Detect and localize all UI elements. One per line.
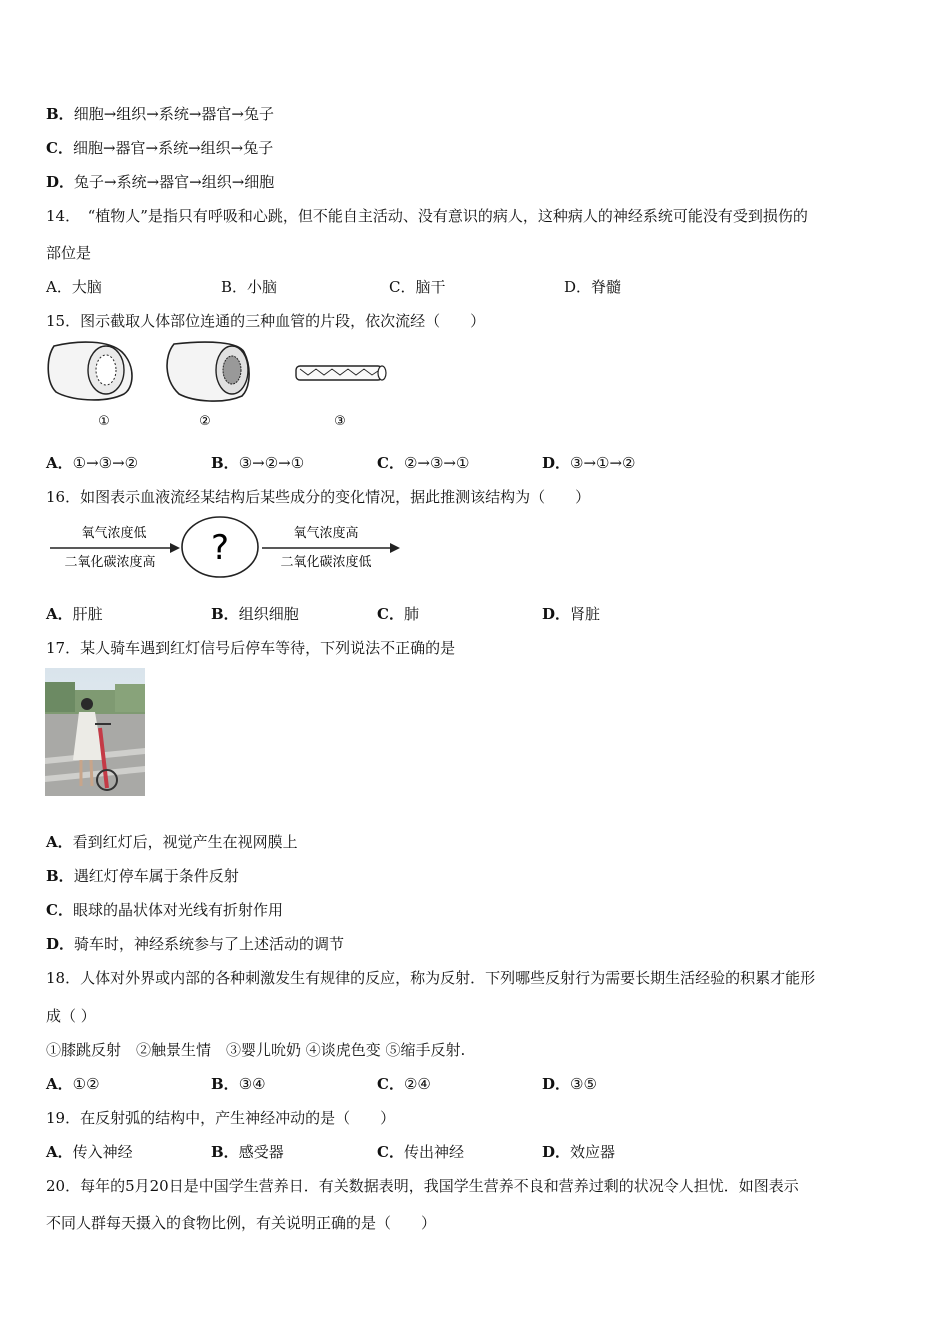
q14-options bbox=[46, 276, 906, 296]
q14-option-b: B．小脑 bbox=[221, 278, 278, 296]
input-co2-label: 二氧化碳浓度高 bbox=[64, 555, 156, 570]
q20-stem-line1: 20．每年的5月20日是中国学生营养日．有关数据表明，我国学生营养不良和营养过剩的状况令人担忧．如图表示 bbox=[46, 1177, 799, 1195]
q16-options bbox=[46, 603, 906, 623]
input-arrowhead bbox=[170, 543, 180, 553]
vessel-label-2: ② bbox=[199, 414, 211, 429]
q15-options bbox=[46, 452, 906, 472]
output-oxygen-label: 氧气浓度高 bbox=[293, 526, 359, 541]
q18-option-c: C．②④ bbox=[377, 1075, 431, 1093]
q17-option-d: D．骑车时，神经系统参与了上述活动的调节 bbox=[46, 935, 345, 953]
q20-stem-line2: 不同人群每天摄入的食物比例，有关说明正确的是（ ） bbox=[46, 1214, 437, 1232]
q19-options bbox=[46, 1141, 906, 1161]
q18-stem-line2: 成（ ） bbox=[46, 1007, 96, 1025]
vessel-2-vein bbox=[167, 342, 249, 401]
q15-option-a: A．①→③→② bbox=[46, 454, 139, 472]
q19-option-d: D．效应器 bbox=[542, 1143, 616, 1161]
q16-option-d: D．肾脏 bbox=[542, 605, 601, 623]
q18-option-a: A．①② bbox=[46, 1075, 100, 1093]
blood-vessel-figure bbox=[44, 338, 394, 430]
q13-option-d: D．兔子→系统→器官→组织→细胞 bbox=[46, 173, 275, 191]
blood-flow-diagram bbox=[46, 512, 406, 582]
q16-stem: 16．如图表示血液流经某结构后某些成分的变化情况，据此推测该结构为（ ） bbox=[46, 488, 591, 506]
q13-option-b: B．细胞→组织→系统→器官→兔子 bbox=[46, 105, 274, 123]
q18-option-b: B．③④ bbox=[211, 1075, 266, 1093]
q17-stem: 17．某人骑车遇到红灯信号后停车等待，下列说法不正确的是 bbox=[46, 639, 456, 657]
vessel-3-capillary bbox=[296, 366, 386, 380]
output-co2-label: 二氧化碳浓度低 bbox=[280, 555, 372, 570]
q14-option-a: A．大脑 bbox=[46, 278, 102, 296]
q16-option-b: B．组织细胞 bbox=[211, 605, 299, 623]
q13-option-c: C．细胞→器官→系统→组织→兔子 bbox=[46, 139, 274, 157]
q19-stem: 19．在反射弧的结构中，产生神经冲动的是（ ） bbox=[46, 1109, 396, 1127]
input-oxygen-label: 氧气浓度低 bbox=[81, 526, 147, 541]
q15-option-d: D．③→①→② bbox=[542, 454, 636, 472]
q15-option-c: C．②→③→① bbox=[377, 454, 470, 472]
q15-stem: 15．图示截取人体部位连通的三种血管的片段，依次流经（ ） bbox=[46, 312, 486, 330]
q15-option-b: B．③→②→① bbox=[211, 454, 305, 472]
q16-option-a: A．肝脏 bbox=[46, 605, 103, 623]
q19-option-a: A．传入神经 bbox=[46, 1143, 133, 1161]
vessel-label-3: ③ bbox=[334, 414, 346, 429]
unknown-structure-mark: ? bbox=[210, 528, 230, 568]
q18-option-d: D．③⑤ bbox=[542, 1075, 597, 1093]
q19-option-c: C．传出神经 bbox=[377, 1143, 464, 1161]
q14-stem-line1: 14． “植物人”是指只有呼吸和心跳，但不能自主活动、没有意识的病人，这种病人的神经系统可能没有受到损伤的 bbox=[46, 207, 808, 225]
q14-option-c: C．脑干 bbox=[389, 278, 446, 296]
cyclist-photo bbox=[45, 668, 145, 796]
vessel-label-1: ① bbox=[98, 414, 110, 429]
q17-option-c: C．眼球的晶状体对光线有折射作用 bbox=[46, 901, 283, 919]
q16-option-c: C．肺 bbox=[377, 605, 419, 623]
q14-option-d: D．脊髓 bbox=[564, 278, 622, 296]
q17-option-a: A．看到红灯后，视觉产生在视网膜上 bbox=[46, 833, 298, 851]
vessel-1-artery bbox=[48, 342, 132, 400]
q14-stem-line2: 部位是 bbox=[46, 244, 92, 262]
q18-stem-line1: 18．人体对外界或内部的各种刺激发生有规律的反应，称为反射．下列哪些反射行为需要长期生活经验的积累才能形 bbox=[46, 969, 816, 987]
q18-items: ①膝跳反射 ②触景生情 ③婴儿吮奶 ④谈虎色变 ⑤缩手反射. bbox=[46, 1041, 466, 1059]
q18-options bbox=[46, 1073, 906, 1093]
output-arrowhead bbox=[390, 543, 400, 553]
q19-option-b: B．感受器 bbox=[211, 1143, 284, 1161]
q17-option-b: B．遇红灯停车属于条件反射 bbox=[46, 867, 239, 885]
